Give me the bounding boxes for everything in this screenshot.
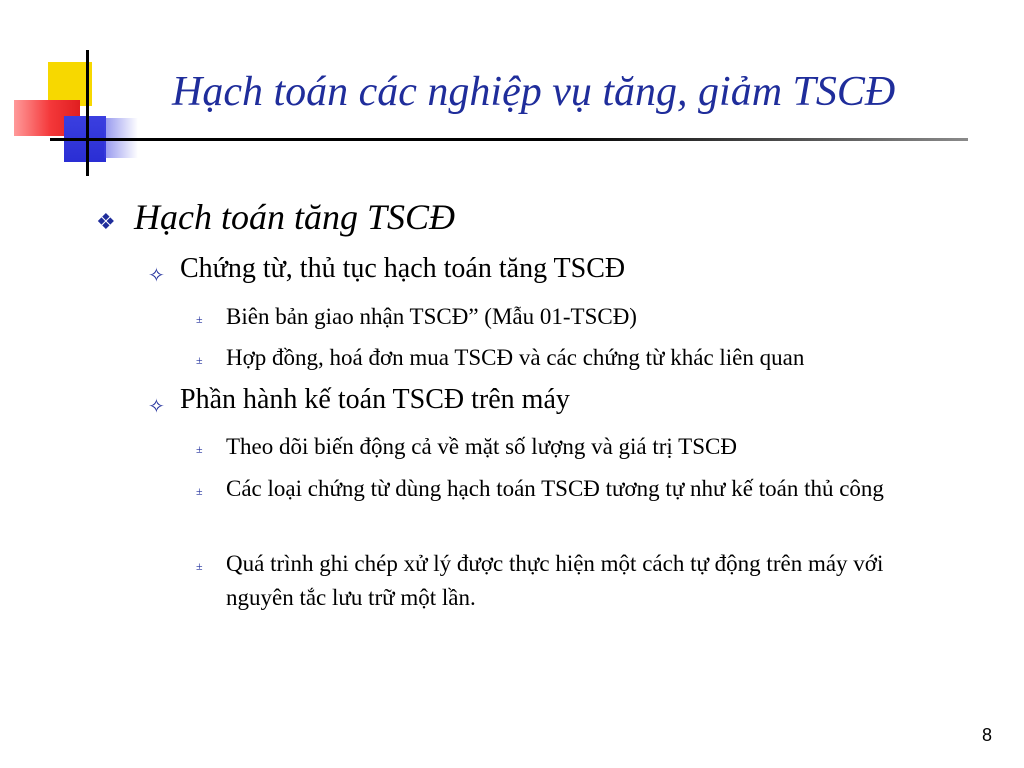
subsection-label: Chứng từ, thủ tục hạch toán tăng TSCĐ xyxy=(180,253,626,284)
diamond-bullet-icon: ❖ xyxy=(96,209,116,234)
list-item: Quá trình ghi chép xử lý được thực hiện một cách tự động trên máy với nguyên tắc lưu trữ một lần. xyxy=(226,551,884,610)
slide-title: Hạch toán các nghiệp vụ tăng, giảm TSCĐ xyxy=(172,69,896,115)
plusminus-bullet-icon: ± xyxy=(196,559,203,573)
section-heading: Hạch toán tăng TSCĐ xyxy=(134,197,456,237)
list-item: Theo dõi biến động cả về mặt số lượng và giá trị TSCĐ xyxy=(226,434,737,459)
plusminus-bullet-icon: ± xyxy=(196,353,203,367)
list-item: Hợp đồng, hoá đơn mua TSCĐ và các chứng từ khác liên quan xyxy=(226,345,805,370)
star-bullet-icon: ✧ xyxy=(148,396,165,418)
subsection-label: Phần hành kế toán TSCĐ trên máy xyxy=(180,384,570,415)
list-item: Biên bản giao nhận TSCĐ” (Mẫu 01-TSCĐ) xyxy=(226,304,637,329)
page-number: 8 xyxy=(981,725,992,745)
star-bullet-icon: ✧ xyxy=(148,265,165,287)
plusminus-bullet-icon: ± xyxy=(196,312,203,326)
plusminus-bullet-icon: ± xyxy=(196,442,203,456)
plusminus-bullet-icon: ± xyxy=(196,484,203,498)
list-item: Các loại chứng từ dùng hạch toán TSCĐ tương tự như kế toán thủ công xyxy=(226,476,884,501)
